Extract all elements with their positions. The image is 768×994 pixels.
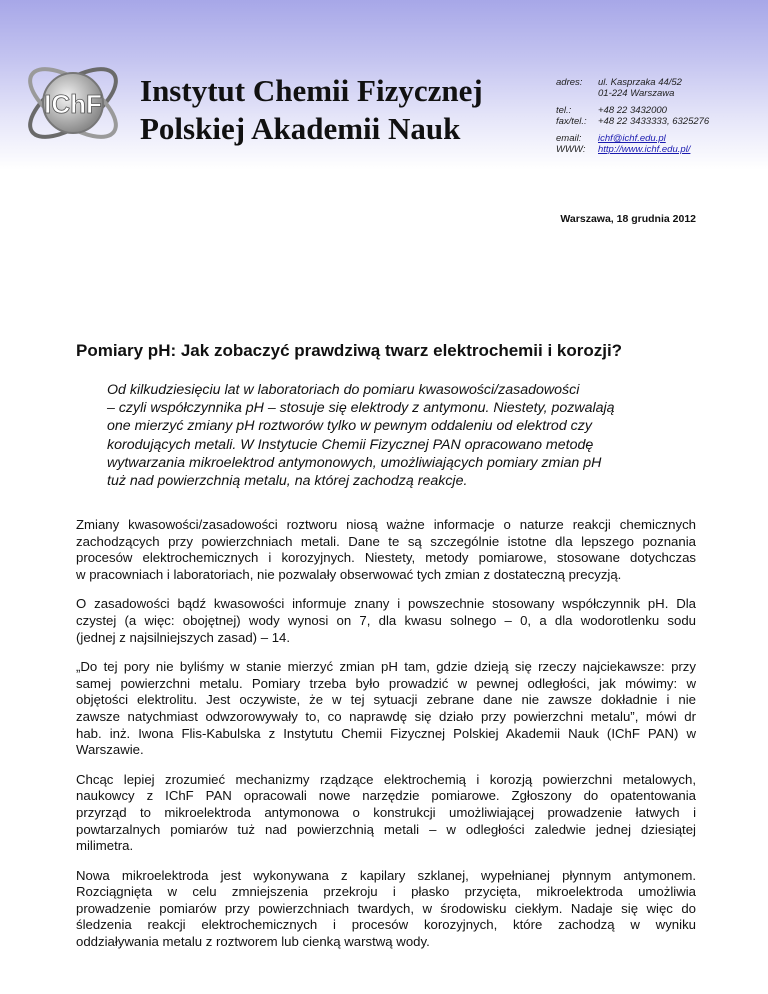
body-line: milimetra.	[76, 838, 134, 854]
body-line: Rozciągnięta w celu zmniejszenia przekroju i płasko przycięta, mikroelektroda umożliwia	[76, 884, 696, 900]
document-date: Warszawa, 18 grudnia 2012	[560, 213, 696, 225]
body-line: przyrząd to mikroelektroda antymonowa o konstrukcji umożliwiającej prowadzenie łatwych i	[76, 804, 696, 820]
body-line: zawsze natychmiast odwzorowywały to, co naprawdę się działo przy powierzchni metalu”, mówi dr	[76, 708, 696, 724]
tel-value: +48 22 3432000	[598, 105, 667, 116]
ichf-logo	[18, 55, 128, 151]
lead-line: korodujących metali. W Instytucie Chemii Fizycznej PAN opracowano metodę	[107, 436, 594, 453]
body-line: zachodzących przy powierzchniach metali. Dane te są szczególnie istotne dla lepszego poznania	[76, 533, 696, 549]
body-line: czystej (a więc: obojętnej) wody wynosi on 7, dla kwasu solnego – 0, a dla wodorotlenku sodu	[76, 612, 696, 628]
body-line: (jednej z najsilniejszych zasad) – 14.	[76, 629, 291, 645]
body-line: prowadzenie pomiarów przy powierzchniach twardych, w środowisku ciekłym. Nadaje się więc do	[76, 900, 696, 916]
lead-line: one mierzyć zmiany pH roztworów tylko w pewnym oddaleniu od elektrod czy	[107, 418, 592, 435]
website-link[interactable]: http://www.ichf.edu.pl/	[598, 144, 691, 155]
article-body	[76, 517, 696, 964]
institute-name-line1: Instytut Chemii Fizycznej	[140, 73, 483, 108]
email-link[interactable]: ichf@ichf.edu.pl	[598, 133, 666, 144]
body-line: hab. inż. Iwona Flis-Kabulska z Instytutu Chemii Fizycznej Polskiej Akademii Nauk (IChF PAN) w	[76, 725, 696, 741]
tel-label: tel.:	[556, 105, 572, 116]
body-line: samej powierzchni metalu. Pomiary trzeba było prowadzić w pewnej odległości, jak mówimy: w	[76, 675, 696, 691]
lead-line: – czyli współczynnika pH – stosuje się elektrody z antymonu. Niestety, pozwalają	[107, 400, 615, 417]
email-label: email:	[556, 133, 582, 144]
body-paragraph-2	[76, 596, 696, 646]
institute-name	[140, 72, 483, 148]
body-line: procesów elektrochemicznych i korozyjnych. Niestety, metody pomiarowe, stosowane dotychczas	[76, 550, 696, 566]
address-line1: ul. Kasprzaka 44/52	[598, 77, 682, 88]
contact-block	[556, 77, 709, 155]
fax-label: fax/tel.:	[556, 116, 587, 127]
body-line: śledzenia reakcji elektrochemicznych i procesów korozyjnych, które zachodzą w wyniku	[76, 917, 696, 933]
body-line: oddziaływania metalu z roztworem lub cienką warstwą wody.	[76, 934, 430, 950]
body-line: „Do tej pory nie byliśmy w stanie mierzyć zmian pH tam, gdzie dzieją się rzeczy najciekawsze: przy	[76, 659, 696, 675]
lead-line: Od kilkudziesięciu lat w laboratoriach do pomiaru kwasowości/zasadowości	[107, 382, 580, 398]
address-label: adres:	[556, 77, 583, 88]
body-line: w pracowniach i laboratoriach, nie pozwalały obserwować tych zmian z dostateczną precyzją.	[76, 566, 622, 582]
www-label: WWW:	[556, 144, 586, 155]
body-line: powtarzalnych pomiarów tuż nad powierzchnią metali – w odległości zaledwie jednej dziesiątej	[76, 821, 696, 837]
institute-name-line2: Polskiej Akademii Nauk	[140, 111, 461, 146]
body-paragraph-4	[76, 772, 696, 855]
body-line: Zmiany kwasowości/zasadowości roztworu niosą ważne informacje o naturze reakcji chemicznych	[76, 517, 696, 532]
body-line: naukowcy z IChF PAN opracowali nowe narzędzie pomiarowe. Zgłoszony do opatentowania	[76, 788, 696, 804]
logo-text: IChF	[44, 89, 102, 119]
body-paragraph-5	[76, 868, 696, 951]
article-title: Pomiary pH: Jak zobaczyć prawdziwą twarz elektrochemii i korozji?	[76, 341, 623, 360]
body-paragraph-3	[76, 659, 696, 759]
fax-value: +48 22 3433333, 6325276	[598, 116, 710, 127]
lead-line: tuż nad powierzchnią metalu, na której zachodzą reakcje.	[107, 473, 468, 490]
lead-paragraph	[107, 381, 697, 490]
body-line: Chcąc lepiej zrozumieć mechanizmy rządzące elektrochemią i korozją powierzchni metalowych,	[76, 771, 696, 787]
address-line2: 01-224 Warszawa	[598, 88, 675, 99]
body-line: O zasadowości bądź kwasowości informuje znany i powszechnie stosowany współczynnik pH. Dla	[76, 596, 696, 612]
body-line: objętości elektrolitu. Jest oczywiste, że w tej sytuacji zebrane dane nie zawsze dokładnie i nie	[76, 692, 696, 708]
body-paragraph-1	[76, 517, 696, 583]
body-line: Nowa mikroelektroda jest wykonywana z kapilary szklanej, wypełnianej płynnym antymonem.	[76, 867, 696, 883]
body-line: Warszawie.	[76, 742, 144, 758]
lead-line: wytwarzania mikroelektrod antymonowych, umożliwiających pomiary zmian pH	[107, 454, 602, 471]
